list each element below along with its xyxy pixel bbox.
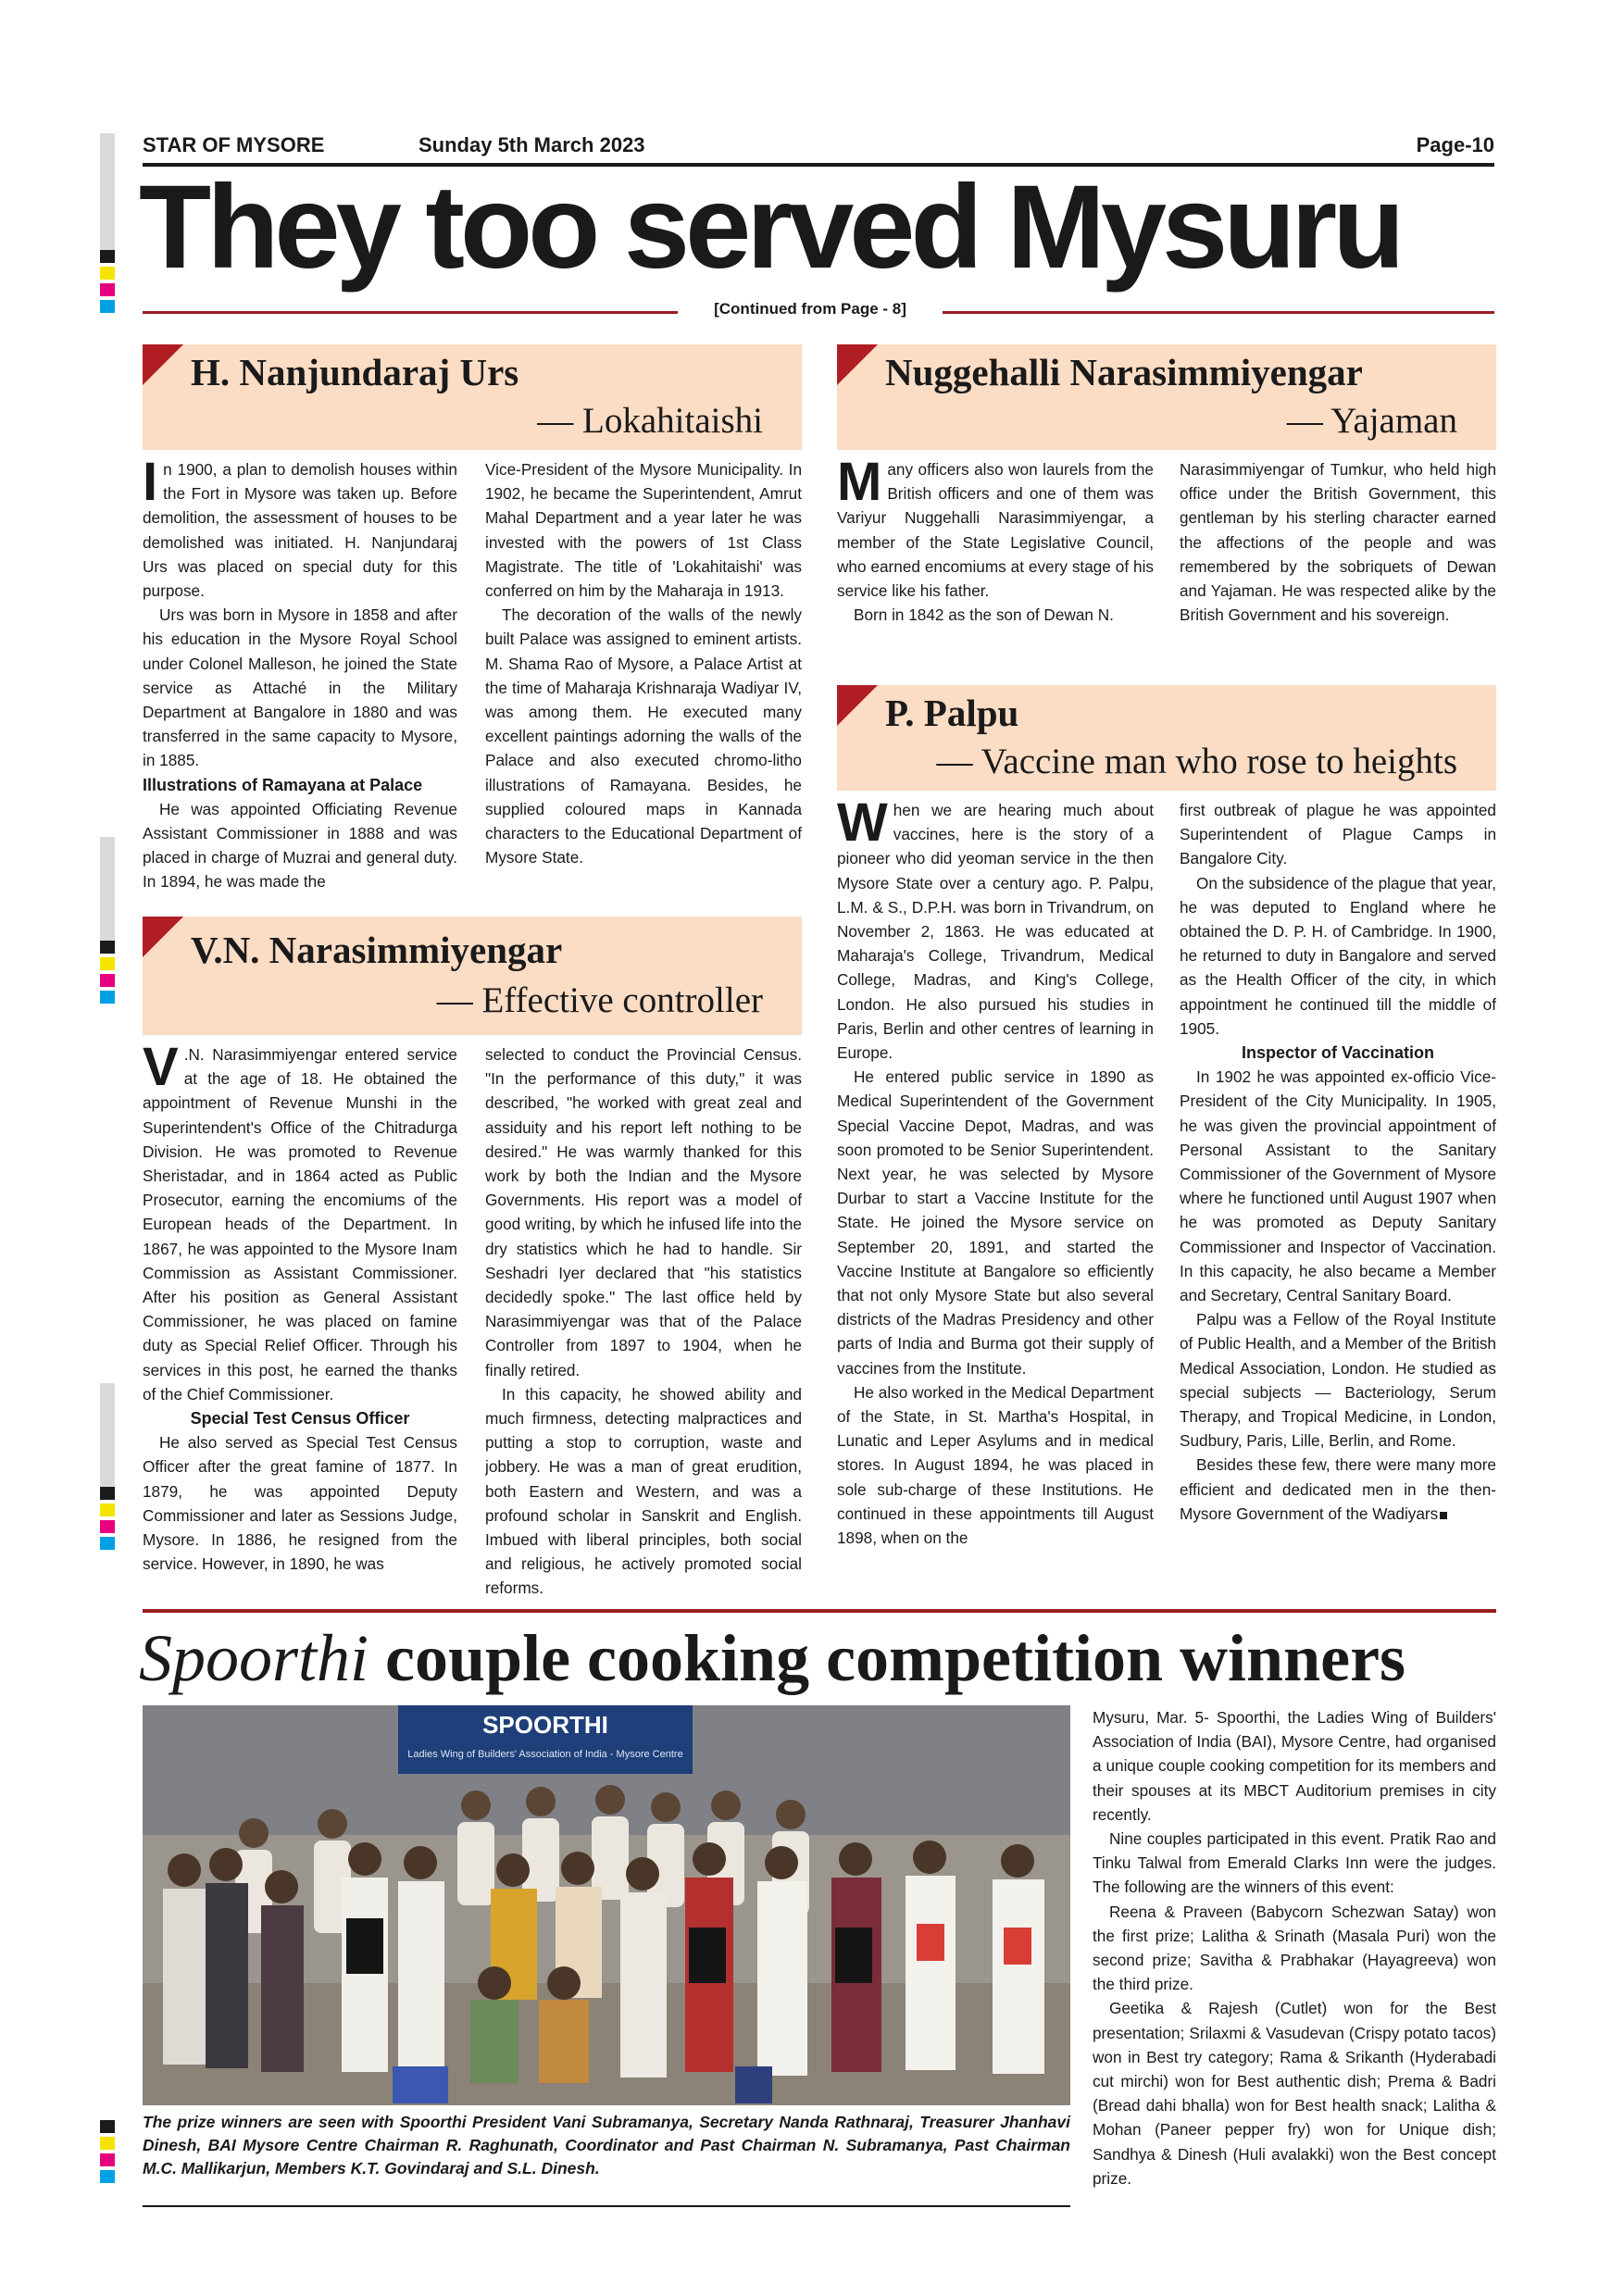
section-header-urs	[143, 344, 802, 450]
paragraph: first outbreak of plague he was appointed Superintendent of Plague Camps in Bangalore City.	[1180, 801, 1496, 868]
registration-swatch	[100, 957, 115, 970]
paragraph: Nine couples participated in this event. Pratik Rao and Tinku Talwal from Emerald Clarks Inn were the judges. The following are the winners of this event:	[1093, 1829, 1496, 1897]
section-name: Nuggehalli Narasimmiyengar	[885, 351, 1363, 393]
end-mark	[1440, 1512, 1447, 1519]
paragraph: He was appointed Officiating Revenue Assistant Commissioner in 1888 and was placed in charge of Muzrai and general duty. In 1894, he was made the	[143, 799, 457, 892]
subheading: Illustrations of Ramayana at Palace	[143, 775, 423, 794]
paragraph: Mysuru, Mar. 5- Spoorthi, the Ladies Wing of Builders' Association of India (BAI), Mysore Centre, had organised a unique couple cooking competition for its members and their spouses at its MBCT Auditorium premises in city recently.	[1093, 1708, 1496, 1824]
registration-bar-mid	[100, 837, 115, 941]
paragraph: On the subsidence of the plague that year, he was deputed to England where he obtained the D. P. H. of Cambridge. In 1900, he returned to duty in Bangalore and served as the Health Officer of the city, in which appointment he continued till the middle of 1905.	[1180, 873, 1496, 1038]
registration-swatch	[100, 974, 115, 987]
section-subtitle: — Vaccine man who rose to heights	[936, 742, 1457, 781]
corner-triangle	[837, 344, 878, 385]
registration-swatch	[100, 300, 115, 313]
continued-rule-left	[143, 311, 678, 314]
subheading: Inspector of Vaccination	[1241, 1043, 1435, 1063]
paragraph: Narasimmiyengar of Tumkur, who held high office under the British Government, this gentleman by his sterling character earned the affections of the people and was remembered by the sobriquets of Dewan and Yajaman. He was respected alike by the British Government and his sovereign.	[1180, 460, 1496, 625]
paragraph: selected to conduct the Provincial Census. "In the performance of this duty," it was described, "he worked with great zeal and assiduity and his report left nothing to be desired." He was warmly thanked for this work by both the Indian and the Mysore Governments. His report was a model of good writing, by which he infused life into the dry statistics which he had to handle. Sir Seshadri Iyer declared that "his statistics decidedly spoke." The last office held by Narasimmiyengar was that of the Palace Controller from 1897 to 1904, when he finally retired.	[485, 1045, 802, 1379]
section-name: P. Palpu	[885, 692, 1019, 734]
registration-swatch	[100, 1537, 115, 1550]
headline-italic: Spoorthi	[139, 1621, 369, 1695]
registration-swatch	[100, 250, 115, 263]
paragraph-text: n 1900, a plan to demolish houses within the Fort in Mysore was taken up. Before demolition, the assessment of houses to be demolished was initiated. H. Nanjundaraj Urs was placed on special duty for this purpose.	[143, 460, 457, 601]
caption-rule	[143, 2205, 1070, 2207]
paragraph-text: hen we are hearing much about vaccines, here is the story of a pioneer who did yeoman service in the then Mysore State over a century ago. P. Palpu, L.M. & S., D.P.H. was born in Trivandrum, on November 2, 1863. He was educated at Maharaja's College, Trivandrum, Medical College, Madras, and King's College, London. He also pursued his studies in Paris, Berlin and other centres of learning in Europe.	[837, 801, 1154, 1063]
paragraph: Palpu was a Fellow of the Royal Institute of Public Health, and a Member of the British Medical Association, London. He studied as special subjects — Bacteriology, Serum Therapy, and Tropical Medicine, in London, Sudbury, Paris, Lille, Berlin, and Rome.	[1180, 1310, 1496, 1451]
paragraph: He also worked in the Medical Department of the State, in St. Martha's Hospital, in Lunatic and Leper Asylums and in medical stores. In August 1894, he was placed in sole sub-charge of these Institutions. He continued in these appointments till August 1898, when on the	[837, 1382, 1154, 1548]
paragraph-text: any officers also won laurels from the British officers and one of them was Variyur Nuggehalli Narasimmiyengar, a member of the State Legislative Council, who earned encomiums at every stage of his service like his father.	[837, 460, 1154, 601]
photo-caption: The prize winners are seen with Spoorthi President Vani Subramanya, Secretary Nanda Rathnaraj, Treasurer Jhanhavi Dinesh, BAI Mysore Centre Chairman R. Raghunath, Coordinator and Past Chairman N. Subramanya, Past Chairman M.C. Mallikarjun, Members K.T. Govindaraj and S.L. Dinesh.	[143, 2113, 1070, 2177]
registration-swatch	[100, 1520, 115, 1533]
section-header-palpu	[837, 685, 1496, 791]
headline-rest: couple cooking competition winners	[369, 1621, 1406, 1695]
section-subtitle: — Lokahitaishi	[537, 401, 763, 441]
paragraph-text: Besides these few, there were many more efficient and dedicated men in the then-Mysore Government of the Wadiyars	[1180, 1455, 1496, 1523]
section-subtitle: — Effective controller	[436, 980, 763, 1020]
continued-note: [Continued from Page - 8]	[714, 300, 906, 318]
paragraph: The decoration of the walls of the newly built Palace was assigned to eminent artists. M. Shama Rao of Mysore, a Palace Artist at the time of Maharaja Krishnaraja Wadiyar IV, was among them. He executed many excellent paintings adorning the walls of the Palace and also executed chromo-litho illustrations of Ramayana. Besides, he supplied coloured maps in Kannada characters to the Educational Department of Mysore State.	[485, 605, 802, 867]
paragraph	[1180, 1453, 1496, 1526]
section-header-nuggehalli	[837, 344, 1496, 450]
section-subtitle: — Yajaman	[1286, 401, 1457, 441]
registration-swatch	[100, 991, 115, 1004]
paragraph: Geetika & Rajesh (Cutlet) won for the Best presentation; Srilaxmi & Vasudevan (Crispy potato tacos) won in Best try category; Rama & Srikanth (Hyderabadi cut mirchi) won for Best authentic dish; Prema & Badri (Bread dahi bhalla) won for Best health snack; Lalitha & Mohan (Paneer pepper fry) won for Unique dish; Sandhya & Dinesh (Huli avalakki) won the Best concept prize.	[1093, 1999, 1496, 2188]
paragraph: He entered public service in 1890 as Medical Superintendent of the Government Special Vaccine Depot, Madras, and was soon promoted to be Senior Superintendent. Next year, he was selected by Mysore Durbar to start a Vaccine Institute for the State. He joined the Mysore service on September 20, 1891, and started the Vaccine Institute at Bangalore so efficiently that not only Mysore State but also several districts of the Madras Presidency and other parts of India and Burma got their supply of vaccines from the Institute.	[837, 1067, 1154, 1378]
paragraph: Born in 1842 as the son of Dewan N.	[854, 605, 1114, 625]
article-column	[837, 798, 1154, 1603]
registration-swatch	[100, 1487, 115, 1500]
issue-date: Sunday 5th March 2023	[418, 133, 645, 156]
registration-bar-low	[100, 1383, 115, 1487]
photo-illustration	[143, 1705, 1070, 2105]
story-headline	[139, 1618, 1500, 1698]
drop-cap: V	[143, 1042, 179, 1097]
paragraph	[837, 457, 1154, 603]
article-column	[143, 457, 457, 902]
drop-cap: M	[837, 457, 882, 512]
paragraph	[143, 1042, 457, 1406]
registration-swatch	[100, 2170, 115, 2183]
page-number: Page-10	[1416, 133, 1494, 156]
corner-triangle	[837, 685, 878, 726]
article-column	[143, 1042, 457, 1602]
section-divider	[143, 1609, 1496, 1613]
article-column	[485, 457, 802, 902]
section-header-vn	[143, 917, 802, 1035]
paragraph: In 1902 he was appointed ex-officio Vice-President of the City Municipality. In 1905, he was given the provincial appointment of Personal Assistant to the Sanitary Commissioner of the Government of Mysore where he functioned until August 1907 when he was promoted as Deputy Sanitary Commissioner and Inspector of Vaccination. In this capacity, he also became a Member and Secretary, Central Sanitary Board.	[1180, 1067, 1496, 1305]
page-headline: They too served Mysuru	[139, 161, 1401, 293]
article-column	[837, 457, 1154, 661]
article-column	[1093, 1705, 1496, 2213]
continued-rule-right	[943, 311, 1494, 314]
section-name: H. Nanjundaraj Urs	[191, 351, 519, 393]
registration-swatch	[100, 2120, 115, 2133]
article-column	[485, 1042, 802, 1602]
subheading: Special Test Census Officer	[190, 1409, 410, 1429]
corner-triangle	[143, 344, 183, 385]
registration-swatch	[100, 2137, 115, 2150]
paper-name: STAR OF MYSORE	[143, 133, 325, 156]
drop-cap: I	[143, 457, 158, 512]
group-photo	[143, 1705, 1070, 2105]
paragraph: Urs was born in Mysore in 1858 and after his education in the Mysore Royal School under Colonel Malleson, he joined the State service as Attaché in the Military Department at Bangalore in 1880 and was transferred in the same capacity to Mysore, in 1885.	[143, 605, 457, 770]
registration-swatch	[100, 1504, 115, 1516]
banner-title: SPOORTHI	[482, 1711, 608, 1739]
paragraph	[837, 798, 1154, 1065]
masthead-bar	[143, 133, 1494, 159]
registration-swatch	[100, 267, 115, 280]
registration-swatch	[100, 2153, 115, 2166]
section-name: V.N. Narasimmiyengar	[191, 929, 563, 971]
paragraph: Vice-President of the Mysore Municipality. In 1902, he became the Superintendent, Amrut Mahal Department and a year later he was invested with the powers of 1st Class Magistrate. The title of 'Lokahitaishi' was conferred on him by the Maharaja in 1913.	[485, 460, 802, 601]
registration-swatch	[100, 283, 115, 296]
paragraph: In this capacity, he showed ability and much firmness, detecting malpractices and putting a stop to corruption, waste and jobbery. He was a man of great erudition, both Eastern and Western, and was a profound scholar in Sanskrit and English. Imbued with liberal principles, both social and religious, he actively promoted social reforms.	[485, 1384, 802, 1598]
paragraph	[143, 457, 457, 603]
registration-bar-top	[100, 133, 115, 250]
corner-triangle	[143, 917, 183, 957]
article-column	[1180, 457, 1496, 661]
paragraph: He also served as Special Test Census Officer after the great famine of 1877. In 1879, he was appointed Deputy Commissioner and later as Sessions Judge, Mysore. In 1886, he resigned from the service. However, in 1890, he was	[143, 1433, 457, 1574]
drop-cap: W	[837, 798, 888, 853]
paragraph: Reena & Praveen (Babycorn Schezwan Satay) won the first prize; Lalitha & Srinath (Masala Puri) won the second prize; Savitha & Prabhakar (Hayagreeva) won the third prize.	[1093, 1902, 1496, 1994]
paragraph-text: .N. Narasimmiyengar entered service at the age of 18. He obtained the appointment of Revenue Munshi in the Superintendent's Office of the Chitradurga Division. He was promoted to Revenue Sheristadar, and in 1864 acted as Public Prosecutor, earning the encomiums of the European heads of the Department. In 1867, he was appointed to the Mysore Inam Commission as Assistant Commissioner. After his position as General Assistant Commissioner, he was placed on famine duty as Special Relief Officer. Through his services in this post, he earned the thanks of the Chief Commissioner.	[143, 1045, 457, 1404]
registration-swatch	[100, 941, 115, 954]
article-column	[1180, 798, 1496, 1603]
banner-subtitle: Ladies Wing of Builders' Association of India - Mysore Centre	[407, 1749, 683, 1760]
